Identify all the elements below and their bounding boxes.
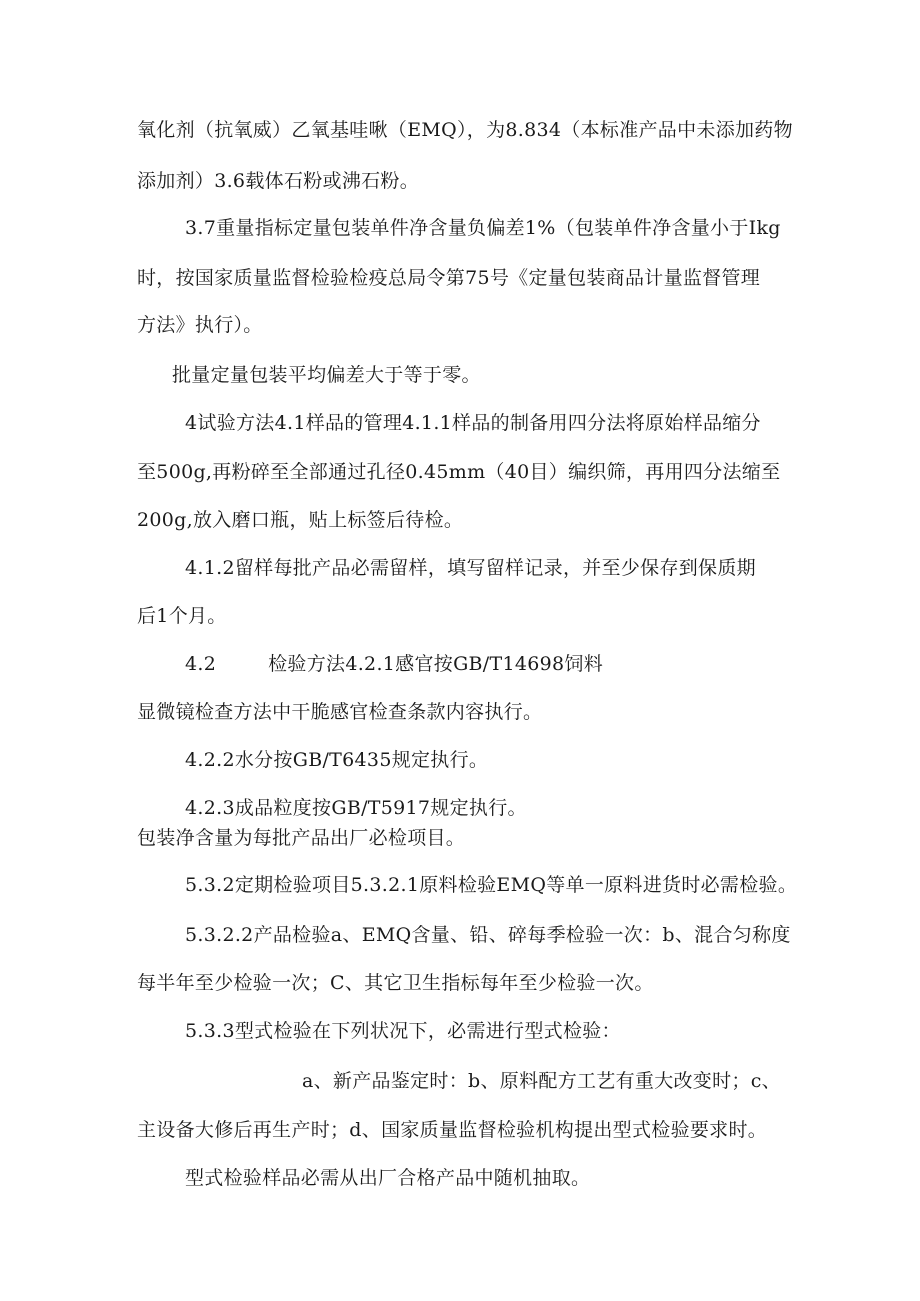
text-line: 至500g,再粉碎至全部通过孔径0.45mm（40目）编织筛，再用四分法缩至 [137,461,781,483]
section-number: 4.2 [185,653,217,675]
text-line: 批量定量包装平均偏差大于等于零。 [172,364,481,386]
text-line: 5.3.2定期检验项目5.3.2.1原料检验EMQ等单一原料进货时必需检验。 [185,874,798,896]
text-line: 后1个月。 [137,605,227,627]
text-line: 200g,放入磨口瓶，贴上标签后待检。 [137,509,464,531]
text-line: 4.1.2留样每批产品必需留样，填写留样记录，并至少保存到保质期 [185,557,756,579]
text-line: 5.3.2.2产品检验a、EMQ含量、铅、碎每季检验一次：b、混合匀称度 [185,924,791,946]
section-4-2-line [185,652,603,676]
text-line: 主设备大修后再生产时；d、国家质量监督检验机构提出型式检验要求时。 [137,1119,768,1141]
text-line: 4.2.2水分按GB/T6435规定执行。 [185,749,489,771]
text-line: 3.7重量指标定量包装单件净含量负偏差1%（包装单件净含量小于Ikg [185,217,781,239]
text-line: 显微镜检查方法中干脆感官检查条款内容执行。 [137,701,543,723]
text-line: 型式检验样品必需从出厂合格产品中随机抽取。 [185,1167,591,1189]
text-line: 氧化剂（抗氧威）乙氧基哇啾（EMQ），为8.834（本标准产品中未添加药物 [137,119,793,141]
text-line: 4.2.3成品粒度按GB/T5917规定执行。 [185,797,527,819]
text-line: 每半年至少检验一次；C、其它卫生指标每年至少检验一次。 [137,972,654,994]
text-line: 方法》执行）。 [137,314,263,336]
text-line: 包装净含量为每批产品出厂必检项目。 [137,827,466,849]
section-text: 检验方法4.2.1感官按GB/T14698饲料 [268,653,604,675]
text-line: 时，按国家质量监督检验检疫总局令第75号《定量包装商品计量监督管理 [137,267,761,289]
text-line: 5.3.3型式检验在下列状况下，必需进行型式检验： [185,1020,621,1042]
text-line: 添加剂）3.6载体石粉或沸石粉。 [137,170,420,192]
section-heading-4: 4试验方法4.1样品的管理4.1.1样品的制备用四分法将原始样品缩分 [185,412,761,434]
text-line: a、新产品鉴定时：b、原料配方工艺有重大改变时；c、 [302,1070,781,1092]
